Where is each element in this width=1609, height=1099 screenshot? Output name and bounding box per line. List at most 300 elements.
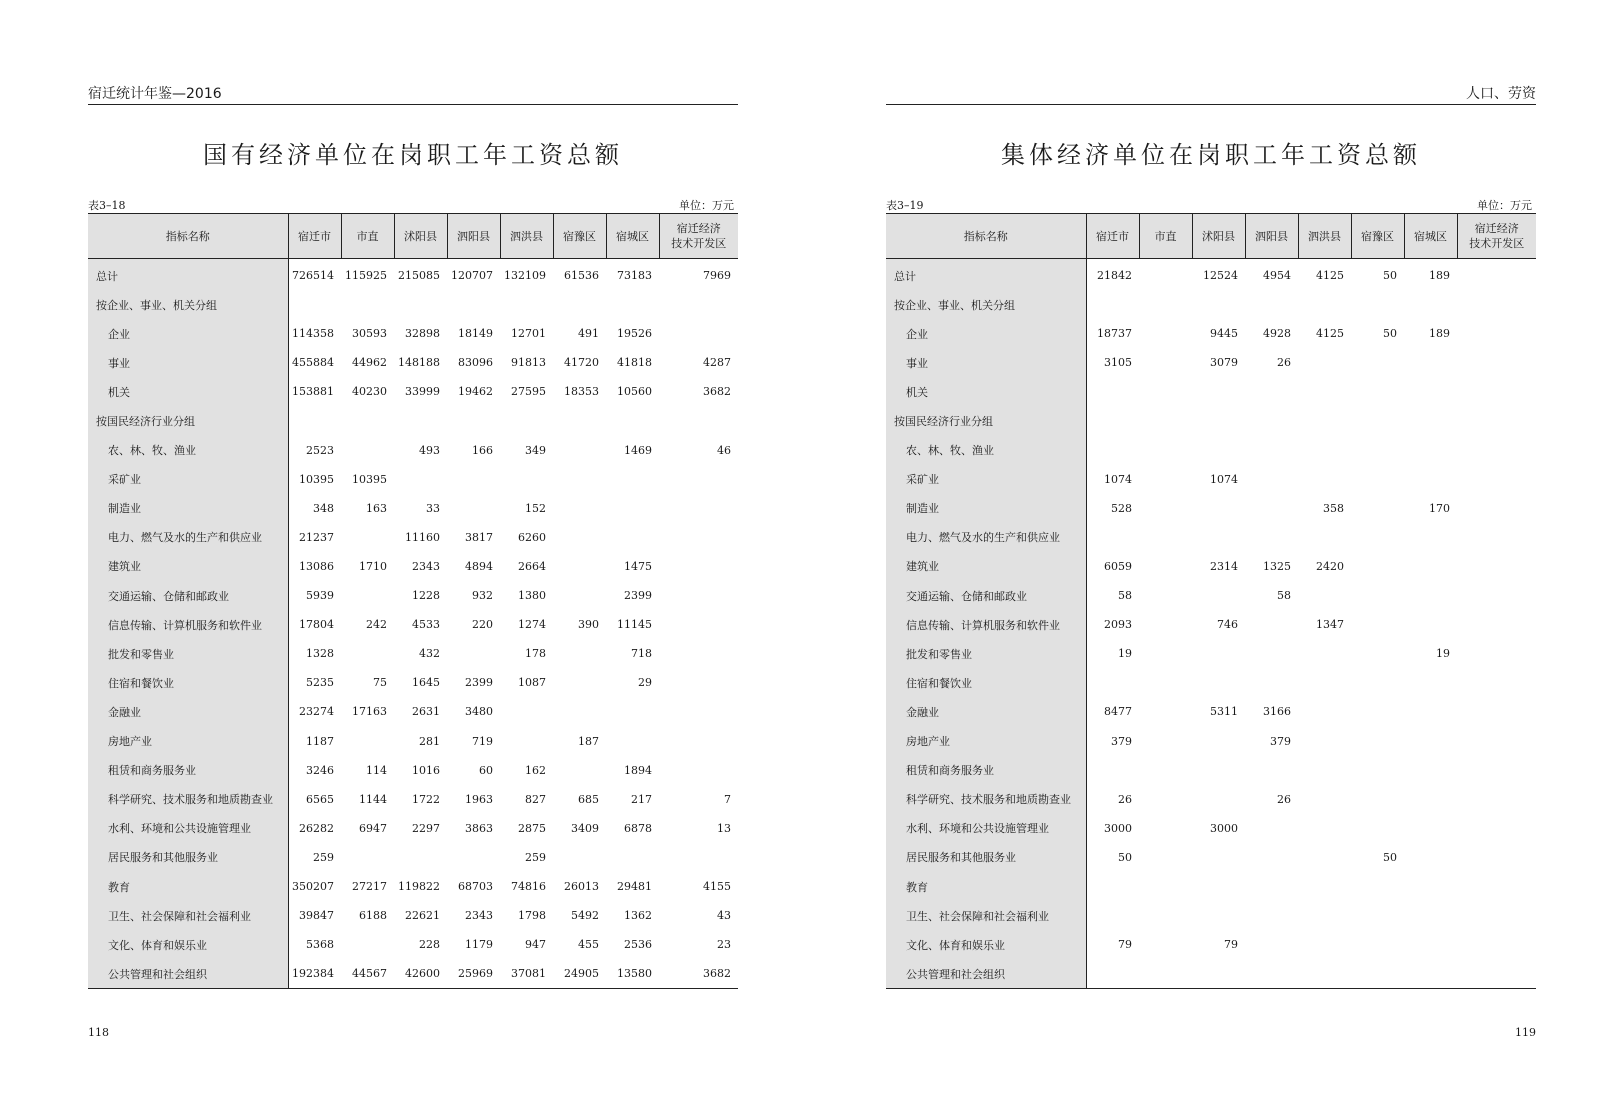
table-cell	[659, 697, 738, 726]
table-cell	[1457, 290, 1536, 319]
table-cell	[1139, 348, 1192, 377]
table-cell: 7969	[703, 269, 731, 283]
table-cell	[1351, 901, 1404, 930]
table-cell	[1245, 756, 1298, 785]
table-cell	[1139, 697, 1192, 726]
table-row	[886, 523, 1536, 552]
table-cell: 1087	[518, 676, 546, 690]
table-cell: 6260	[518, 530, 546, 544]
table-cell	[1192, 901, 1245, 930]
table-cell	[341, 290, 394, 319]
row-label: 企业	[88, 319, 288, 348]
table-cell	[1457, 668, 1536, 697]
table-cell	[1298, 756, 1351, 785]
table-cell	[1139, 901, 1192, 930]
table-row	[88, 319, 738, 348]
table-cell: 3079	[1210, 356, 1238, 370]
table-cell	[1404, 930, 1457, 959]
table-cell	[1192, 843, 1245, 872]
table-cell	[1351, 436, 1404, 465]
table-cell: 1179	[465, 938, 493, 952]
table-cell: 3480	[465, 705, 493, 719]
table-cell	[1245, 872, 1298, 901]
table-row	[886, 814, 1536, 843]
row-label: 教育	[88, 872, 288, 901]
table-cell	[1139, 843, 1192, 872]
table-cell: 58	[1277, 589, 1291, 603]
table-cell	[1298, 290, 1351, 319]
table-row	[88, 785, 738, 814]
table-cell: 1963	[465, 792, 493, 806]
table-cell	[1351, 697, 1404, 726]
table-cell: 1274	[518, 618, 546, 632]
table-cell: 2314	[1210, 559, 1238, 573]
table-cell	[341, 523, 394, 552]
table-cell: 491	[578, 327, 599, 341]
table-cell: 58	[1118, 589, 1132, 603]
table-cell	[1457, 523, 1536, 552]
table-cell	[659, 406, 738, 435]
table-cell: 17163	[352, 705, 387, 719]
running-head-text: 宿迁统计年鉴—2016	[88, 86, 222, 102]
table-cell: 1380	[518, 589, 546, 603]
table-cell	[1457, 872, 1536, 901]
row-label: 制造业	[886, 494, 1086, 523]
table-cell: 12524	[1203, 269, 1238, 283]
table-row	[88, 465, 738, 494]
table-cell: 1328	[306, 647, 334, 661]
table-cell	[341, 843, 394, 872]
table-cell	[1298, 523, 1351, 552]
table-cell: 379	[1270, 734, 1291, 748]
table-cell: 13580	[606, 959, 659, 989]
table-cell	[1245, 901, 1298, 930]
table-cell	[659, 756, 738, 785]
table-cell: 27595	[511, 385, 546, 399]
table-cell	[1139, 610, 1192, 639]
table-cell	[553, 465, 606, 494]
table-cell: 26013	[564, 880, 599, 894]
table-cell: 390	[578, 618, 599, 632]
table-cell	[1457, 552, 1536, 581]
table-row	[886, 610, 1536, 639]
table-row	[88, 290, 738, 319]
table-cell	[1351, 494, 1404, 523]
row-label: 居民服务和其他服务业	[88, 843, 288, 872]
table-row	[88, 930, 738, 959]
table-cell: 115925	[345, 269, 387, 283]
column-header: 指标名称	[886, 214, 1086, 259]
table-cell: 29	[638, 676, 652, 690]
table-cell	[1139, 930, 1192, 959]
row-label: 农、林、牧、渔业	[88, 436, 288, 465]
table-cell	[1139, 581, 1192, 610]
table-cell: 170	[1429, 501, 1450, 515]
table-label: 表3–19	[886, 199, 924, 212]
table-cell	[1351, 727, 1404, 756]
page-title: 集体经济单位在岗职工年工资总额	[1001, 141, 1421, 169]
row-label: 建筑业	[886, 552, 1086, 581]
table-cell: 187	[578, 734, 599, 748]
table-row	[886, 697, 1536, 726]
table-cell	[553, 756, 606, 785]
row-label: 总计	[88, 259, 288, 291]
table-cell	[553, 843, 606, 872]
row-label: 按企业、事业、机关分组	[88, 290, 288, 319]
row-label: 交通运输、仓储和邮政业	[886, 581, 1086, 610]
table-cell	[447, 843, 500, 872]
table-row	[88, 436, 738, 465]
table-cell	[1086, 436, 1139, 465]
row-label: 按企业、事业、机关分组	[886, 290, 1086, 319]
table-cell: 493	[419, 443, 440, 457]
table-cell: 162	[525, 763, 546, 777]
table-cell	[1457, 930, 1536, 959]
table-cell	[1245, 523, 1298, 552]
table-cell	[1139, 727, 1192, 756]
table-cell: 19	[1436, 647, 1450, 661]
table-cell: 827	[525, 792, 546, 806]
table-cell: 50	[1383, 850, 1397, 864]
table-cell: 60	[479, 763, 493, 777]
table-cell: 220	[472, 618, 493, 632]
row-label: 电力、燃气及水的生产和供应业	[886, 523, 1086, 552]
row-label: 制造业	[88, 494, 288, 523]
table-cell	[606, 697, 659, 726]
table-cell	[1139, 668, 1192, 697]
table-cell	[1457, 639, 1536, 668]
table-cell	[1245, 465, 1298, 494]
table-row	[88, 639, 738, 668]
running-head	[886, 84, 1536, 105]
table-cell: 26	[1277, 792, 1291, 806]
table-cell	[1457, 406, 1536, 435]
table-cell: 4894	[465, 559, 493, 573]
table-cell	[659, 523, 738, 552]
table-cell: 12701	[511, 327, 546, 341]
table-cell: 3105	[1104, 356, 1132, 370]
table-cell	[1351, 668, 1404, 697]
table-row	[886, 406, 1536, 435]
row-label: 信息传输、计算机服务和软件业	[88, 610, 288, 639]
table-cell: 79	[1118, 938, 1132, 952]
table-cell: 2343	[465, 909, 493, 923]
table-cell	[1298, 930, 1351, 959]
table-cell	[659, 552, 738, 581]
table-cell: 3682	[659, 959, 738, 989]
table-cell	[500, 465, 553, 494]
row-label: 事业	[886, 348, 1086, 377]
table-cell	[1192, 494, 1245, 523]
table-cell	[1192, 406, 1245, 435]
table-cell	[1245, 494, 1298, 523]
table-cell	[1404, 756, 1457, 785]
table-cell	[606, 465, 659, 494]
table-cell	[1139, 465, 1192, 494]
table-cell: 1469	[624, 443, 652, 457]
table-cell: 2399	[465, 676, 493, 690]
table-cell: 2399	[624, 589, 652, 603]
table-row	[886, 259, 1536, 291]
table-cell	[1457, 348, 1536, 377]
table-cell: 91813	[511, 356, 546, 370]
table-row	[886, 377, 1536, 406]
table-cell	[1457, 377, 1536, 406]
table-cell	[500, 406, 553, 435]
table-cell: 19526	[617, 327, 652, 341]
table-row	[886, 494, 1536, 523]
table-cell	[1192, 581, 1245, 610]
table-cell	[606, 843, 659, 872]
table-cell: 166	[472, 443, 493, 457]
table-cell: 33	[426, 501, 440, 515]
table-cell	[1404, 901, 1457, 930]
table-cell	[1298, 668, 1351, 697]
table-row	[88, 872, 738, 901]
table-cell: 26282	[299, 821, 334, 835]
row-label: 卫生、社会保障和社会福利业	[886, 901, 1086, 930]
table-cell: 18149	[458, 327, 493, 341]
table-row	[88, 697, 738, 726]
table-cell	[1139, 319, 1192, 348]
table-cell	[1192, 959, 1245, 989]
table-cell	[1245, 436, 1298, 465]
table-row	[886, 872, 1536, 901]
page-number: 119	[1515, 1026, 1536, 1039]
table-cell	[1192, 290, 1245, 319]
table-cell: 13	[717, 821, 731, 835]
table-cell	[659, 290, 738, 319]
row-label: 房地产业	[886, 727, 1086, 756]
table-cell: 1228	[412, 589, 440, 603]
table-cell	[1139, 639, 1192, 668]
table-row	[886, 436, 1536, 465]
table-cell	[1298, 697, 1351, 726]
table-cell: 2536	[624, 938, 652, 952]
right-page	[886, 0, 1536, 1099]
table-cell	[1404, 668, 1457, 697]
table-cell	[553, 639, 606, 668]
table-cell: 2420	[1316, 559, 1344, 573]
page-number: 118	[88, 1026, 109, 1039]
column-header: 泗阳县	[1245, 214, 1298, 259]
table-cell	[1192, 785, 1245, 814]
table-cell: 1325	[1263, 559, 1291, 573]
table-cell	[1457, 959, 1536, 989]
table-cell	[394, 465, 447, 494]
table-cell	[1351, 610, 1404, 639]
table-row	[886, 930, 1536, 959]
table-cell	[1298, 959, 1351, 989]
table-row	[886, 959, 1536, 989]
running-head	[88, 84, 738, 105]
data-table	[886, 213, 1536, 989]
table-cell	[1245, 814, 1298, 843]
row-label: 批发和零售业	[886, 639, 1086, 668]
table-cell	[553, 436, 606, 465]
table-cell	[1192, 639, 1245, 668]
table-cell: 83096	[458, 356, 493, 370]
table-cell: 259	[313, 850, 334, 864]
table-cell: 719	[472, 734, 493, 748]
table-cell: 455	[578, 938, 599, 952]
table-cell: 24905	[553, 959, 606, 989]
table-cell	[1298, 727, 1351, 756]
table-row	[88, 377, 738, 406]
table-cell: 13086	[299, 559, 334, 573]
table-row	[886, 581, 1536, 610]
table-cell: 114	[366, 763, 387, 777]
table-cell: 215085	[398, 269, 440, 283]
table-cell: 3000	[1104, 821, 1132, 835]
table-cell	[1351, 639, 1404, 668]
table-cell: 50	[1383, 327, 1397, 341]
table-cell	[1298, 436, 1351, 465]
table-cell: 4287	[703, 356, 731, 370]
row-label: 文化、体育和娱乐业	[88, 930, 288, 959]
table-cell: 3246	[306, 763, 334, 777]
table-cell: 6188	[359, 909, 387, 923]
table-cell	[341, 727, 394, 756]
table-cell	[553, 290, 606, 319]
table-cell	[1086, 668, 1139, 697]
table-cell	[1351, 756, 1404, 785]
table-cell	[1086, 290, 1139, 319]
table-cell: 79	[1224, 938, 1238, 952]
table-cell: 349	[525, 443, 546, 457]
table-cell: 932	[472, 589, 493, 603]
row-label: 公共管理和社会组织	[88, 959, 288, 989]
table-cell: 5492	[571, 909, 599, 923]
left-page	[88, 0, 738, 1099]
table-cell	[1404, 697, 1457, 726]
table-cell	[1086, 901, 1139, 930]
table-cell: 1475	[624, 559, 652, 573]
table-cell	[1245, 959, 1298, 989]
table-cell: 148188	[398, 356, 440, 370]
table-cell: 358	[1323, 501, 1344, 515]
table-row	[88, 581, 738, 610]
table-cell	[500, 290, 553, 319]
table-cell: 26	[1118, 792, 1132, 806]
column-header: 市直	[1139, 214, 1192, 259]
row-label: 机关	[88, 377, 288, 406]
table-cell: 61536	[564, 269, 599, 283]
table-cell	[1457, 436, 1536, 465]
table-cell: 8477	[1104, 705, 1132, 719]
table-cell	[1404, 727, 1457, 756]
table-cell: 1722	[412, 792, 440, 806]
table-cell	[1139, 436, 1192, 465]
table-cell	[1457, 319, 1536, 348]
table-cell	[1298, 406, 1351, 435]
table-cell: 18737	[1097, 327, 1132, 341]
table-label: 表3–18	[88, 199, 126, 212]
table-cell: 189	[1429, 327, 1450, 341]
table-cell	[1192, 756, 1245, 785]
table-cell	[341, 406, 394, 435]
table-row	[88, 523, 738, 552]
table-cell	[553, 552, 606, 581]
table-cell	[1457, 610, 1536, 639]
table-cell: 73183	[617, 269, 652, 283]
table-cell: 10560	[617, 385, 652, 399]
table-cell: 50	[1383, 269, 1397, 283]
table-cell: 4533	[412, 618, 440, 632]
table-row	[886, 901, 1536, 930]
table-cell	[1351, 406, 1404, 435]
table-cell	[1139, 814, 1192, 843]
table-cell	[1245, 639, 1298, 668]
table-unit: 单位：万元	[679, 199, 734, 212]
table-row	[88, 494, 738, 523]
table-cell: 25969	[447, 959, 500, 989]
table-cell	[659, 610, 738, 639]
table-cell	[1192, 872, 1245, 901]
table-cell: 1016	[412, 763, 440, 777]
table-cell: 44962	[352, 356, 387, 370]
column-header: 沭阳县	[1192, 214, 1245, 259]
column-header: 市直	[341, 214, 394, 259]
table-cell	[394, 406, 447, 435]
table-cell	[553, 406, 606, 435]
column-header: 宿迁经济 技术开发区	[659, 214, 738, 259]
table-cell: 1074	[1104, 472, 1132, 486]
table-cell	[1086, 523, 1139, 552]
table-cell: 21842	[1097, 269, 1132, 283]
table-cell: 10395	[299, 472, 334, 486]
table-cell: 685	[578, 792, 599, 806]
table-cell: 41720	[564, 356, 599, 370]
table-cell	[1457, 581, 1536, 610]
table-cell	[500, 697, 553, 726]
table-cell: 33999	[405, 385, 440, 399]
table-cell	[394, 843, 447, 872]
table-cell: 5235	[306, 676, 334, 690]
row-label: 机关	[886, 377, 1086, 406]
table-cell	[1351, 290, 1404, 319]
table-cell	[341, 436, 394, 465]
row-label: 金融业	[88, 697, 288, 726]
row-label: 建筑业	[88, 552, 288, 581]
table-cell	[1351, 377, 1404, 406]
table-cell	[553, 581, 606, 610]
table-cell	[447, 494, 500, 523]
table-cell: 3166	[1263, 705, 1291, 719]
row-label: 文化、体育和娱乐业	[886, 930, 1086, 959]
table-cell	[1086, 377, 1139, 406]
column-header: 宿迁经济 技术开发区	[1457, 214, 1536, 259]
table-cell	[1086, 406, 1139, 435]
table-cell: 74816	[511, 880, 546, 894]
table-cell	[1457, 785, 1536, 814]
row-label: 卫生、社会保障和社会福利业	[88, 901, 288, 930]
table-cell: 9445	[1210, 327, 1238, 341]
table-cell: 75	[373, 676, 387, 690]
table-cell: 2631	[412, 705, 440, 719]
data-table	[88, 213, 738, 989]
table-cell	[1351, 872, 1404, 901]
table-cell	[659, 668, 738, 697]
table-cell	[447, 465, 500, 494]
row-label: 金融业	[886, 697, 1086, 726]
table-cell: 1347	[1316, 618, 1344, 632]
row-label: 事业	[88, 348, 288, 377]
table-cell: 11145	[617, 618, 652, 632]
row-label: 农、林、牧、渔业	[886, 436, 1086, 465]
table-row	[886, 756, 1536, 785]
table-cell: 26	[1277, 356, 1291, 370]
